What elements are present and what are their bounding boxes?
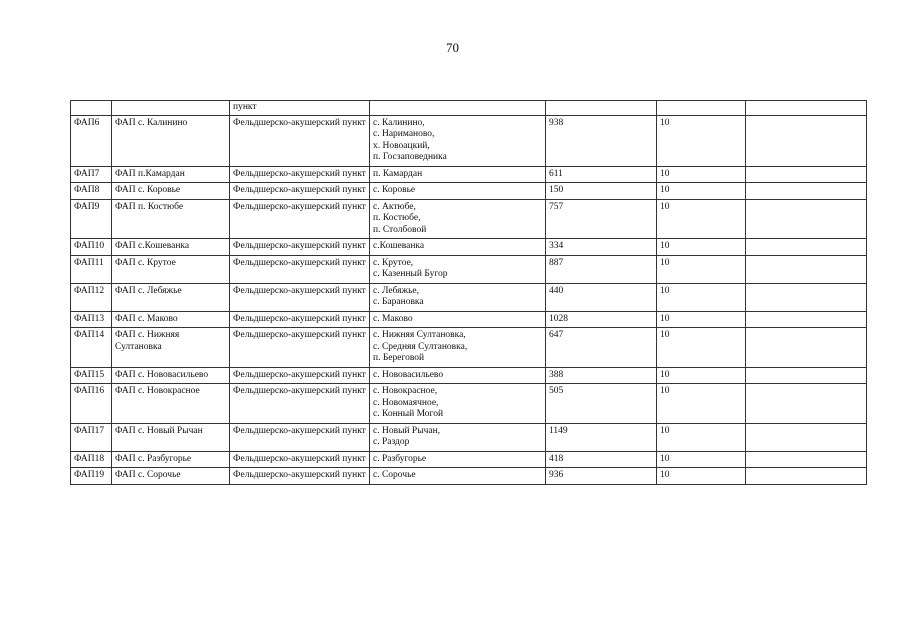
cell-name: ФАП с. Крутое [112,255,230,283]
cell-code: ФАП11 [71,255,112,283]
cell-settlements: с. Маково [370,311,546,328]
cell-name: ФАП с. Коровье [112,183,230,200]
cell-type: Фельдшерско-акушерский пункт [230,384,370,424]
cell-empty [746,311,867,328]
cell-code: ФАП6 [71,115,112,166]
cell-count: 10 [657,115,746,166]
cell-empty [746,101,867,116]
cell-settlements: с. Новокрасное, с. Новомаячное, с. Конный Могой [370,384,546,424]
table-row [71,311,867,328]
cell-code: ФАП8 [71,183,112,200]
cell-count: 10 [657,367,746,384]
cell-settlements [370,101,546,116]
cell-settlements: п. Камардан [370,166,546,183]
cell-count: 10 [657,311,746,328]
cell-population: 505 [546,384,657,424]
cell-code: ФАП15 [71,367,112,384]
cell-settlements: с. Разбугорье [370,451,546,468]
cell-type: Фельдшерско-акушерский пункт [230,255,370,283]
table-row [71,183,867,200]
cell-empty [746,115,867,166]
cell-code: ФАП17 [71,423,112,451]
table-row [71,199,867,239]
cell-count [657,101,746,116]
cell-population: 936 [546,468,657,485]
cell-population [546,101,657,116]
cell-count: 10 [657,451,746,468]
table-row-continuation [71,101,867,116]
table-row [71,239,867,256]
table-row [71,283,867,311]
cell-population: 647 [546,328,657,368]
cell-population: 334 [546,239,657,256]
cell-empty [746,328,867,368]
cell-name [112,101,230,116]
cell-code [71,101,112,116]
cell-settlements: с. Коровье [370,183,546,200]
cell-empty [746,423,867,451]
cell-name: ФАП с. Сорочье [112,468,230,485]
cell-count: 10 [657,468,746,485]
cell-type: Фельдшерско-акушерский пункт [230,468,370,485]
cell-type: Фельдшерско-акушерский пункт [230,311,370,328]
cell-count: 10 [657,239,746,256]
cell-code: ФАП7 [71,166,112,183]
cell-name: ФАП с. Нижняя Султановка [112,328,230,368]
cell-type: пункт [230,101,370,116]
cell-name: ФАП с. Новый Рычан [112,423,230,451]
cell-empty [746,283,867,311]
table-row [71,423,867,451]
cell-population: 757 [546,199,657,239]
cell-type: Фельдшерско-акушерский пункт [230,423,370,451]
cell-settlements: с. Нововасильево [370,367,546,384]
table-row [71,468,867,485]
cell-code: ФАП18 [71,451,112,468]
cell-count: 10 [657,283,746,311]
cell-empty [746,451,867,468]
cell-name: ФАП с. Разбугорье [112,451,230,468]
cell-name: ФАП с. Маково [112,311,230,328]
cell-code: ФАП19 [71,468,112,485]
cell-code: ФАП10 [71,239,112,256]
cell-empty [746,367,867,384]
facility-table [70,100,867,485]
cell-population: 150 [546,183,657,200]
cell-name: ФАП п. Костюбе [112,199,230,239]
cell-name: ФАП с. Нововасильево [112,367,230,384]
cell-type: Фельдшерско-акушерский пункт [230,328,370,368]
cell-name: ФАП с. Новокрасное [112,384,230,424]
cell-type: Фельдшерско-акушерский пункт [230,239,370,256]
cell-empty [746,384,867,424]
cell-population: 418 [546,451,657,468]
cell-settlements: с. Крутое, с. Казенный Бугор [370,255,546,283]
cell-empty [746,468,867,485]
cell-type: Фельдшерско-акушерский пункт [230,199,370,239]
cell-population: 388 [546,367,657,384]
cell-count: 10 [657,384,746,424]
cell-population: 938 [546,115,657,166]
table-row [71,166,867,183]
cell-settlements: с. Калинино, с. Нариманово, х. Новоацкий, п. Госзаповедника [370,115,546,166]
cell-population: 887 [546,255,657,283]
cell-type: Фельдшерско-акушерский пункт [230,367,370,384]
cell-empty [746,239,867,256]
cell-settlements: с.Кошеванка [370,239,546,256]
cell-population: 440 [546,283,657,311]
cell-type: Фельдшерско-акушерский пункт [230,166,370,183]
cell-type: Фельдшерско-акушерский пункт [230,283,370,311]
cell-code: ФАП12 [71,283,112,311]
table-row [71,384,867,424]
cell-type: Фельдшерско-акушерский пункт [230,183,370,200]
cell-code: ФАП13 [71,311,112,328]
cell-settlements: с. Сорочье [370,468,546,485]
cell-count: 10 [657,423,746,451]
cell-count: 10 [657,255,746,283]
cell-code: ФАП9 [71,199,112,239]
cell-type: Фельдшерско-акушерский пункт [230,451,370,468]
table-row [71,115,867,166]
cell-population: 1028 [546,311,657,328]
cell-name: ФАП п.Камардан [112,166,230,183]
table-row [71,451,867,468]
cell-empty [746,166,867,183]
cell-name: ФАП с. Лебяжье [112,283,230,311]
cell-settlements: с. Актюбе, п. Костюбе, п. Столбовой [370,199,546,239]
cell-code: ФАП14 [71,328,112,368]
cell-name: ФАП с.Кошеванка [112,239,230,256]
page-number: 70 [446,40,459,55]
cell-empty [746,199,867,239]
cell-settlements: с. Новый Рычан, с. Раздор [370,423,546,451]
cell-type: Фельдшерско-акушерский пункт [230,115,370,166]
cell-count: 10 [657,183,746,200]
cell-settlements: с. Нижняя Султановка, с. Средняя Султановка, п. Береговой [370,328,546,368]
cell-population: 611 [546,166,657,183]
cell-population: 1149 [546,423,657,451]
cell-count: 10 [657,328,746,368]
cell-empty [746,255,867,283]
cell-name: ФАП с. Калинино [112,115,230,166]
table-row [71,328,867,368]
cell-settlements: с. Лебяжье, с. Барановка [370,283,546,311]
table-row [71,255,867,283]
cell-count: 10 [657,199,746,239]
table-row [71,367,867,384]
cell-code: ФАП16 [71,384,112,424]
cell-empty [746,183,867,200]
cell-count: 10 [657,166,746,183]
